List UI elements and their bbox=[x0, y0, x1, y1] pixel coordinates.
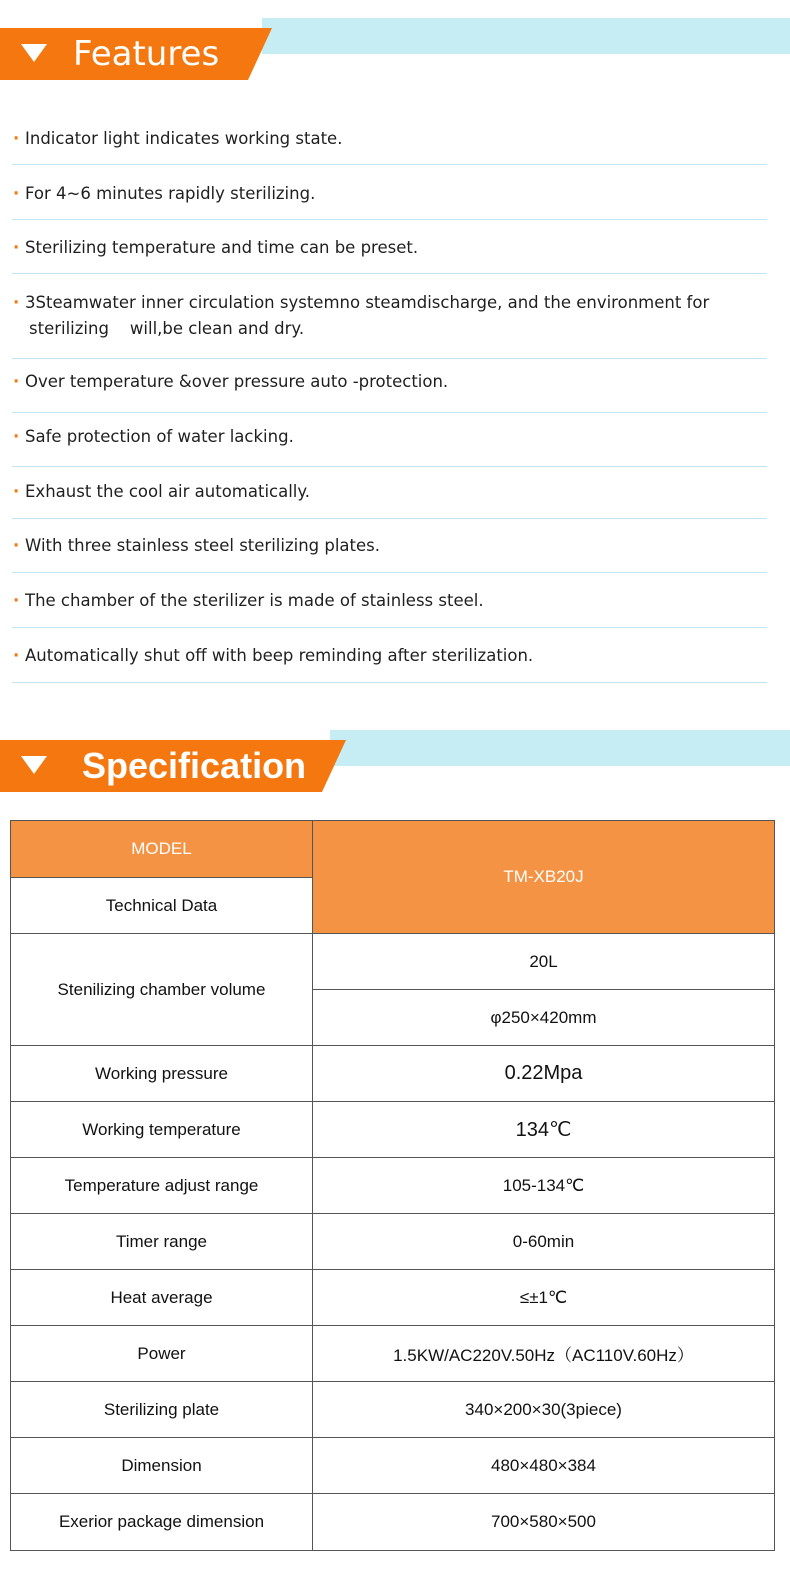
table-row bbox=[11, 1494, 775, 1551]
spec-label-cell: Working temperature bbox=[11, 1102, 313, 1158]
spec-value-cell: 700×580×500 bbox=[313, 1494, 775, 1551]
spec-value-cell: 480×480×384 bbox=[313, 1438, 775, 1494]
feature-text: Exhaust the cool air automatically. bbox=[25, 482, 311, 501]
triangle-down-icon bbox=[21, 44, 47, 62]
feature-text: With three stainless steel sterilizing plates. bbox=[25, 536, 380, 555]
table-row bbox=[11, 1326, 775, 1382]
spec-value-cell: 105-134℃ bbox=[313, 1158, 775, 1214]
bullet-dot: · bbox=[13, 129, 20, 148]
bullet-dot: · bbox=[13, 238, 20, 257]
banner-cyan-stripe bbox=[330, 730, 790, 766]
triangle-down-icon bbox=[21, 756, 47, 774]
feature-item bbox=[12, 573, 767, 628]
technical-data-label-cell: Technical Data bbox=[11, 878, 313, 934]
table-row bbox=[11, 934, 775, 990]
spec-label-cell: Power bbox=[11, 1326, 313, 1382]
feature-item bbox=[12, 220, 767, 274]
feature-text: Safe protection of water lacking. bbox=[25, 427, 294, 446]
table-row bbox=[11, 1102, 775, 1158]
feature-text: 3Steamwater inner circulation systemno steamdischarge, and the environment for bbox=[25, 293, 710, 312]
bullet-dot: · bbox=[13, 184, 20, 203]
spec-value-cell: ≤±1℃ bbox=[313, 1270, 775, 1326]
bullet-dot: · bbox=[13, 293, 20, 312]
features-title: Features bbox=[73, 34, 220, 74]
bullet-dot: · bbox=[13, 536, 20, 555]
table-row bbox=[11, 1382, 775, 1438]
feature-text: The chamber of the sterilizer is made of stainless steel. bbox=[25, 591, 484, 610]
specification-title: Specification bbox=[82, 745, 307, 786]
spec-value-cell: 134℃ bbox=[313, 1102, 775, 1158]
table-row bbox=[11, 1046, 775, 1102]
feature-text: For 4~6 minutes rapidly sterilizing. bbox=[25, 184, 316, 203]
spec-label-cell: Heat average bbox=[11, 1270, 313, 1326]
feature-item bbox=[12, 165, 767, 220]
feature-text: Sterilizing temperature and time can be preset. bbox=[25, 238, 419, 257]
table-row bbox=[11, 1270, 775, 1326]
feature-item bbox=[12, 519, 767, 573]
spec-value-cell: 20L bbox=[313, 934, 775, 990]
banner-cyan-stripe bbox=[262, 18, 790, 54]
specification-section-header bbox=[0, 730, 790, 794]
features-section-header bbox=[0, 18, 790, 82]
bullet-dot: · bbox=[13, 372, 20, 391]
spec-label-cell: Temperature adjust range bbox=[11, 1158, 313, 1214]
feature-item bbox=[12, 359, 767, 413]
spec-label-cell: Working pressure bbox=[11, 1046, 313, 1102]
feature-text: Automatically shut off with beep reminding after sterilization. bbox=[25, 646, 534, 665]
feature-item bbox=[12, 628, 767, 683]
feature-item bbox=[12, 112, 767, 165]
feature-text: Indicator light indicates working state. bbox=[25, 129, 343, 148]
spec-label-cell: Exerior package dimension bbox=[11, 1494, 313, 1551]
feature-text: Over temperature &over pressure auto -protection. bbox=[25, 372, 449, 391]
bullet-dot: · bbox=[13, 646, 20, 665]
feature-item bbox=[12, 413, 767, 467]
model-value-cell: TM-XB20J bbox=[313, 821, 775, 934]
table-header-row bbox=[11, 821, 775, 878]
spec-value-cell: 0.22Mpa bbox=[313, 1046, 775, 1102]
spec-label-cell: Dimension bbox=[11, 1438, 313, 1494]
feature-item bbox=[12, 467, 767, 519]
spec-value-cell: φ250×420mm bbox=[313, 990, 775, 1046]
spec-value-cell: 1.5KW/AC220V.50Hz（AC110V.60Hz） bbox=[313, 1326, 775, 1382]
bullet-dot: · bbox=[13, 591, 20, 610]
table-row bbox=[11, 1438, 775, 1494]
specification-table bbox=[10, 820, 775, 1551]
spec-label-cell: Stenilizing chamber volume bbox=[11, 934, 313, 1046]
table-row bbox=[11, 1158, 775, 1214]
spec-value-cell: 0-60min bbox=[313, 1214, 775, 1270]
feature-item bbox=[12, 274, 767, 359]
table-row bbox=[11, 1214, 775, 1270]
bullet-dot: · bbox=[13, 482, 20, 501]
spec-label-cell: Timer range bbox=[11, 1214, 313, 1270]
feature-text-continued: sterilizing will,be clean and dry. bbox=[29, 319, 305, 338]
spec-value-cell: 340×200×30(3piece) bbox=[313, 1382, 775, 1438]
bullet-dot: · bbox=[13, 427, 20, 446]
model-label-cell: MODEL bbox=[11, 821, 313, 878]
spec-label-cell: Sterilizing plate bbox=[11, 1382, 313, 1438]
